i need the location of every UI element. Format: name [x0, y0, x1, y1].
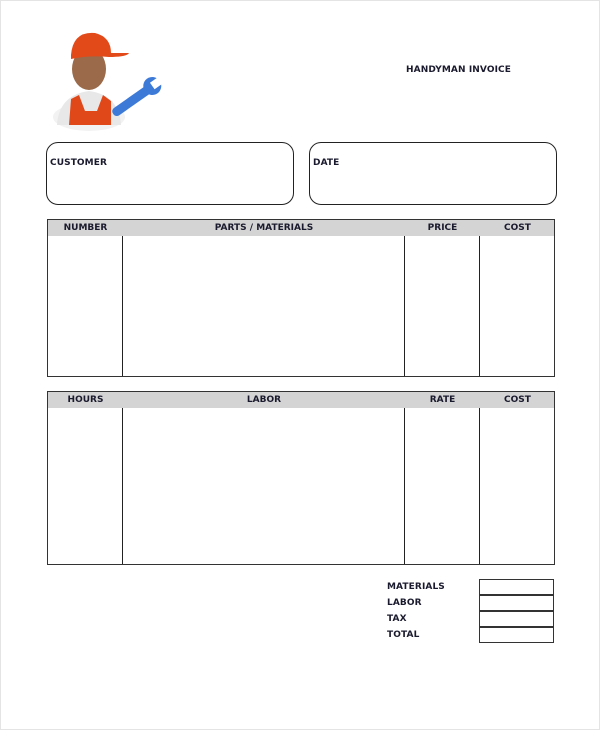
parts-table [47, 219, 555, 377]
labor-table [47, 391, 555, 565]
handyman-logo-icon [49, 25, 169, 131]
tax-field[interactable] [479, 611, 554, 627]
col-parts: PARTS / MATERIALS [214, 223, 314, 233]
labor-table-header [48, 392, 554, 408]
date-field[interactable] [309, 142, 557, 205]
column-divider [122, 408, 123, 564]
customer-label: CUSTOMER [50, 158, 108, 168]
customer-field[interactable] [46, 142, 294, 205]
column-divider [122, 236, 123, 376]
column-divider [479, 408, 480, 564]
date-label: DATE [313, 158, 340, 168]
summary-materials-label: MATERIALS [387, 582, 445, 592]
column-divider [479, 236, 480, 376]
labor-total-field[interactable] [479, 595, 554, 611]
col-hours: HOURS [67, 395, 104, 405]
col-cost: COST [504, 395, 531, 405]
column-divider [404, 408, 405, 564]
col-price: PRICE [427, 223, 458, 233]
col-rate: RATE [429, 395, 456, 405]
summary-tax-label: TAX [387, 614, 407, 624]
summary-labor-label: LABOR [387, 598, 422, 608]
invoice-title: HANDYMAN INVOICE [406, 65, 511, 75]
materials-total-field[interactable] [479, 579, 554, 595]
summary-total-label: TOTAL [387, 630, 420, 640]
parts-table-header [48, 220, 554, 236]
column-divider [404, 236, 405, 376]
col-number: NUMBER [63, 223, 108, 233]
grand-total-field[interactable] [479, 627, 554, 643]
col-cost: COST [504, 223, 531, 233]
col-labor: LABOR [246, 395, 282, 405]
